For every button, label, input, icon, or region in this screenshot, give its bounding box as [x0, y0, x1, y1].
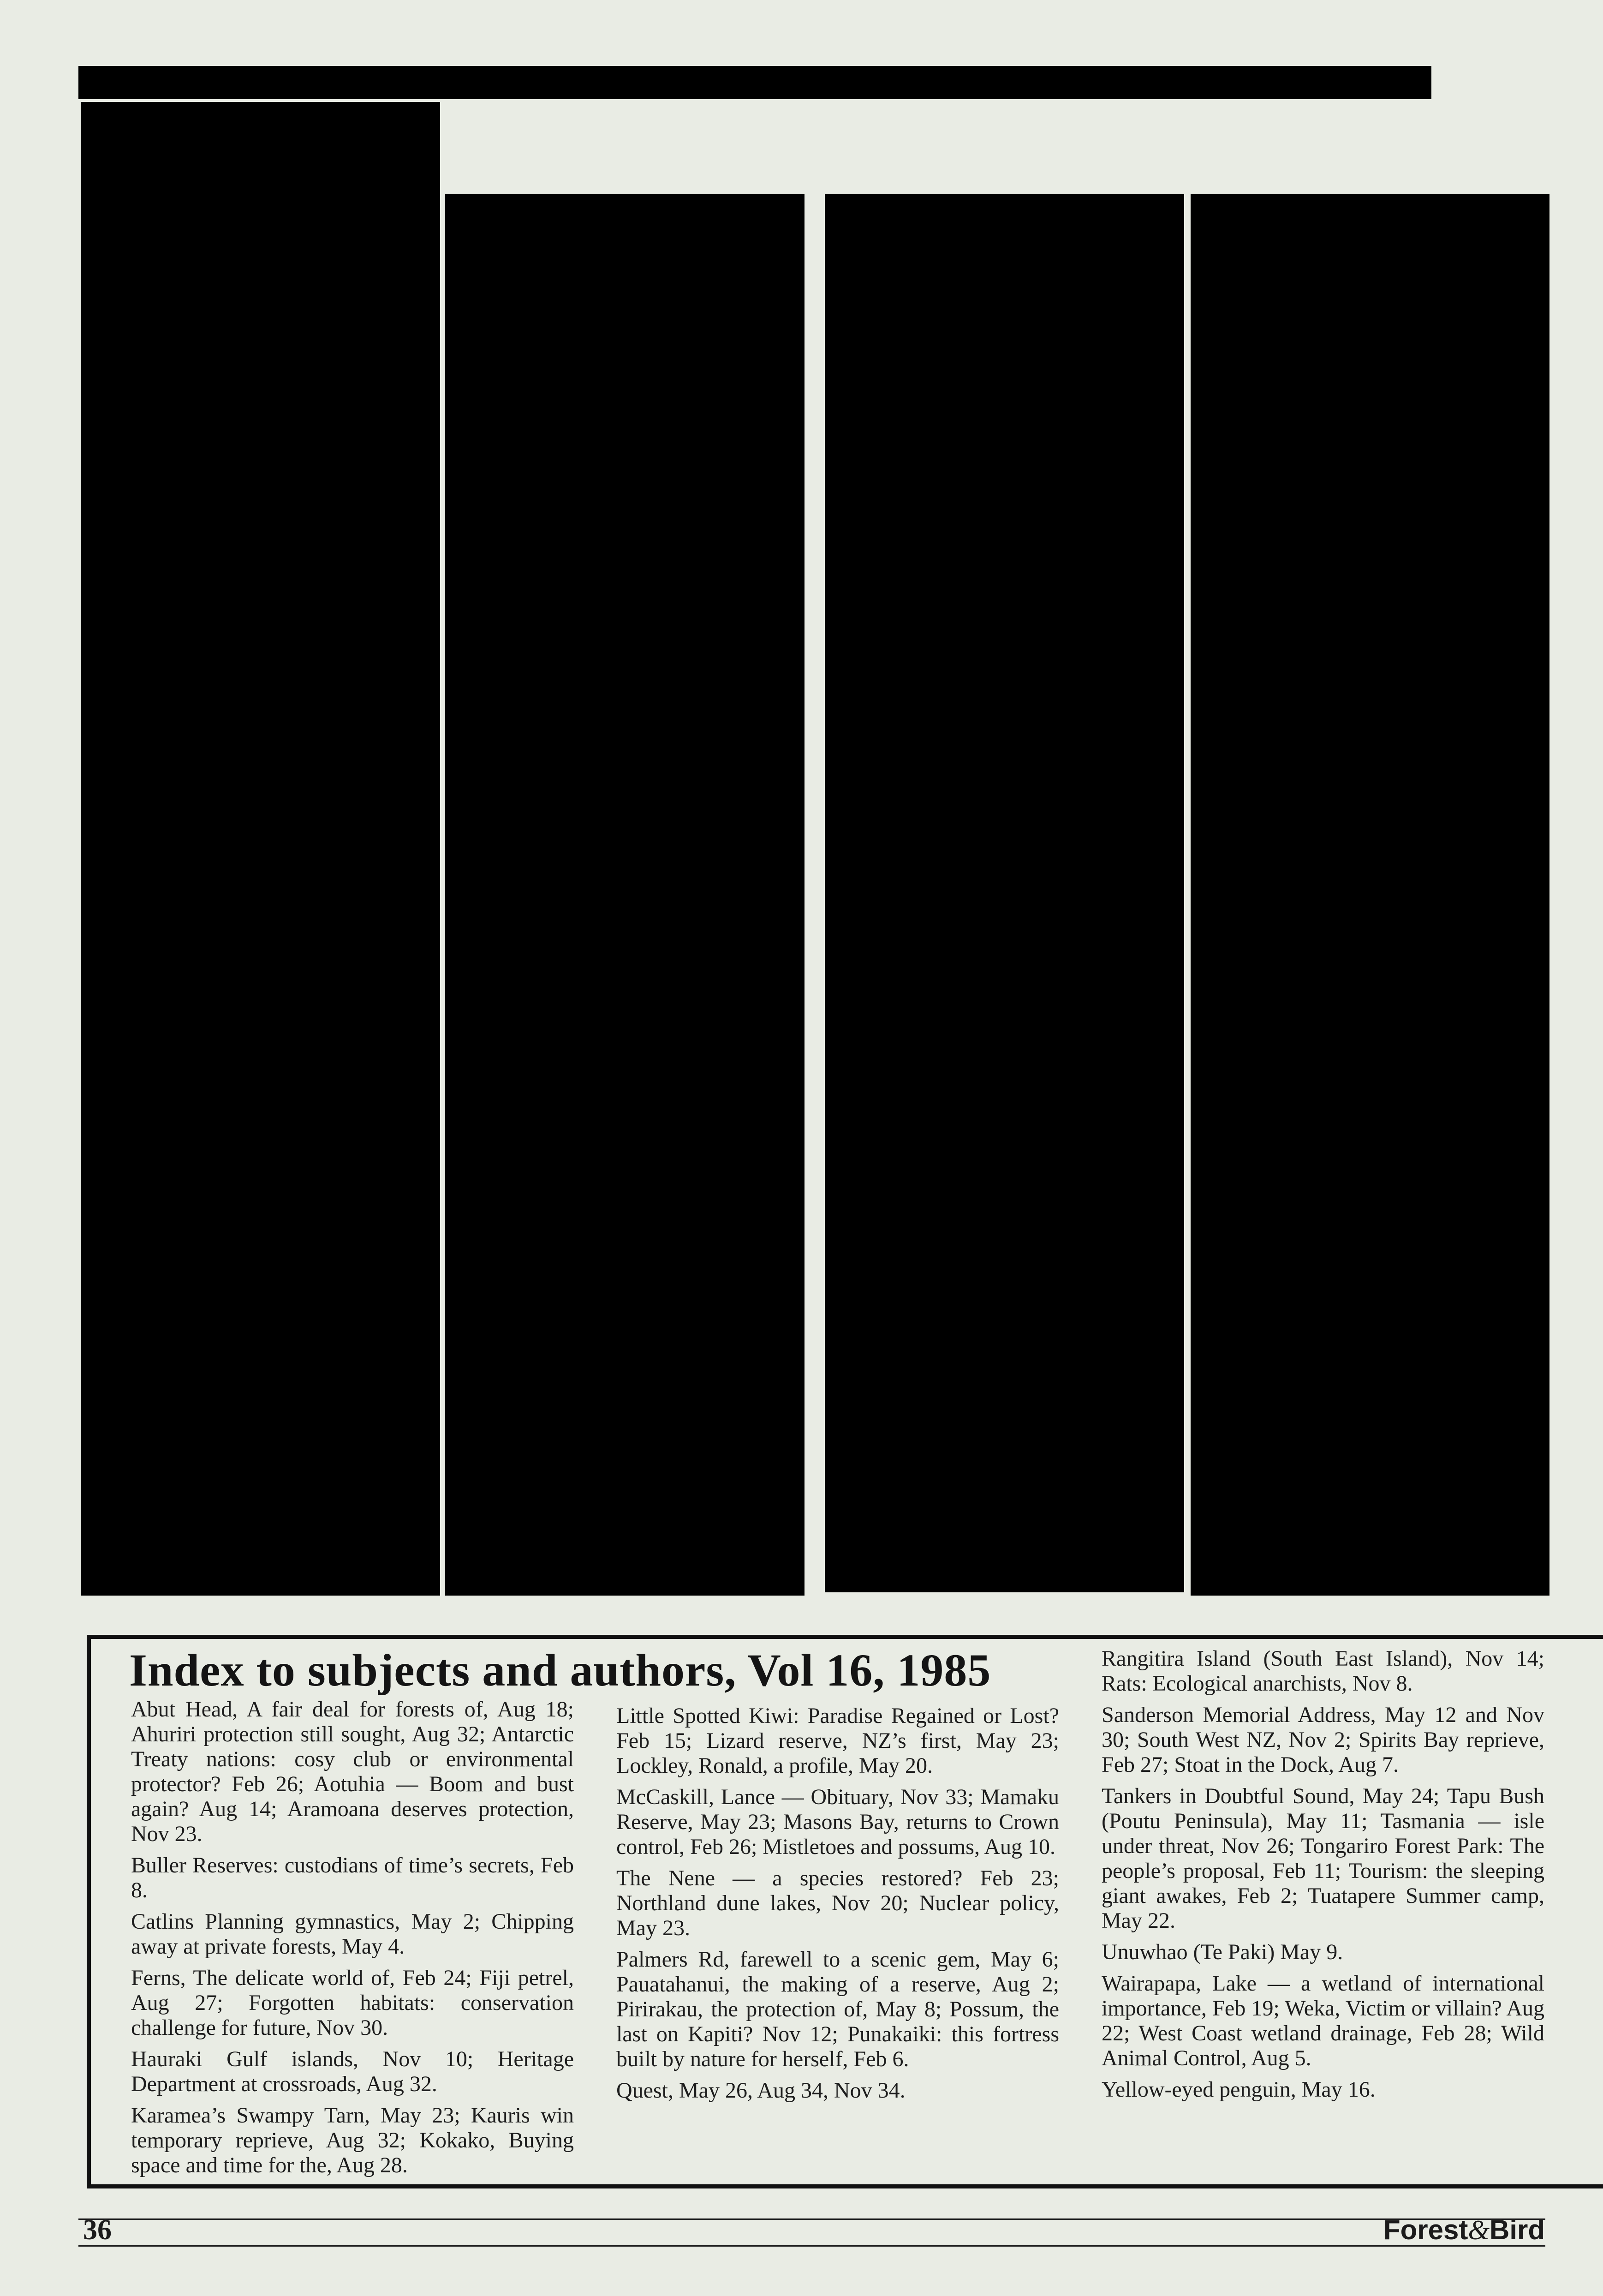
footer-rule-top	[78, 2218, 1545, 2220]
index-title: Index to subjects and authors, Vol 16, 1985	[129, 1644, 991, 1696]
index-entry: The Nene — a species restored? Feb 23; Northland dune lakes, Nov 20; Nuclear policy, May 23.	[616, 1866, 1059, 1940]
index-entry: Quest, May 26, Aug 34, Nov 34.	[616, 2078, 906, 2103]
index-entry: Wairapapa, Lake — a wetland of international importance, Feb 19; Weka, Victim or villain? Aug 22; West Coast wetland drainage, Feb 28; Wild Animal Control, Aug 5.	[1102, 1971, 1544, 2070]
masthead-bird: Bird	[1490, 2214, 1545, 2245]
index-column-1	[131, 1697, 574, 2184]
index-entry: Yellow-eyed penguin, May 16.	[1102, 2077, 1376, 2102]
index-entry: McCaskill, Lance — Obituary, Nov 33; Mamaku Reserve, May 23; Masons Bay, returns to Crown control, Feb 26; Mistletoes and possums, Aug 10.	[616, 1785, 1059, 1859]
redacted-panel-1	[81, 102, 440, 1596]
index-column-2	[616, 1704, 1059, 2110]
index-entry: Tankers in Doubtful Sound, May 24; Tapu Bush (Poutu Peninsula), May 11; Tasmania — isle under threat, Nov 26; Tongariro Forest Park: The people’s proposal, Feb 11; Tourism: the sleeping giant awakes, Feb 2; Tuatapere Summer camp, May 22.	[1102, 1784, 1544, 1933]
index-entry: Palmers Rd, farewell to a scenic gem, May 6; Pauatahanui, the making of a reserve, Aug 2; Pirirakau, the protection of, May 8; Possum, the last on Kapiti? Nov 12; Punakaiki: this fortress built by nature for herself, Feb 6.	[616, 1947, 1059, 2071]
index-entry: Sanderson Memorial Address, May 12 and Nov 30; South West NZ, Nov 2; Spirits Bay reprieve, Feb 27; Stoat in the Dock, Aug 7.	[1102, 1703, 1544, 1777]
index-entry: Hauraki Gulf islands, Nov 10; Heritage Department at crossroads, Aug 32.	[131, 2047, 574, 2096]
index-entry: Unuwhao (Te Paki) May 9.	[1102, 1940, 1343, 1964]
index-entry: Ferns, The delicate world of, Feb 24; Fiji petrel, Aug 27; Forgotten habitats: conservation challenge for future, Nov 30.	[131, 1966, 574, 2040]
redacted-panel-2	[445, 194, 804, 1596]
redacted-panel-3	[825, 194, 1184, 1592]
masthead-ampersand: &	[1468, 2215, 1490, 2245]
index-entry: Little Spotted Kiwi: Paradise Regained or Lost? Feb 15; Lizard reserve, NZ’s first, May 23; Lockley, Ronald, a profile, May 20.	[616, 1704, 1059, 1778]
index-entry: Rangitira Island (South East Island), Nov 14; Rats: Ecological anarchists, Nov 8.	[1102, 1646, 1544, 1696]
page-number: 36	[83, 2214, 112, 2246]
redacted-panel-4	[1191, 194, 1549, 1596]
index-entry: Abut Head, A fair deal for forests of, Aug 18; Ahuriri protection still sought, Aug 32; Antarctic Treaty nations: cosy club or environmental protector? Feb 26; Aotuhia — Boom and bust again? Aug 14; Aramoana deserves protection, Nov 23.	[131, 1697, 574, 1846]
index-entry: Catlins Planning gymnastics, May 2; Chipping away at private forests, May 4.	[131, 1909, 574, 1959]
index-entry: Buller Reserves: custodians of time’s secrets, Feb 8.	[131, 1853, 574, 1902]
footer-rule-bottom	[78, 2245, 1545, 2247]
redacted-header-bar	[78, 66, 1431, 99]
masthead-forest: Forest	[1383, 2214, 1468, 2245]
magazine-masthead	[1383, 2215, 1545, 2245]
index-column-3	[1102, 1646, 1544, 2109]
index-entry: Karamea’s Swampy Tarn, May 23; Kauris win temporary reprieve, Aug 32; Kokako, Buying space and time for the, Aug 28.	[131, 2103, 574, 2177]
